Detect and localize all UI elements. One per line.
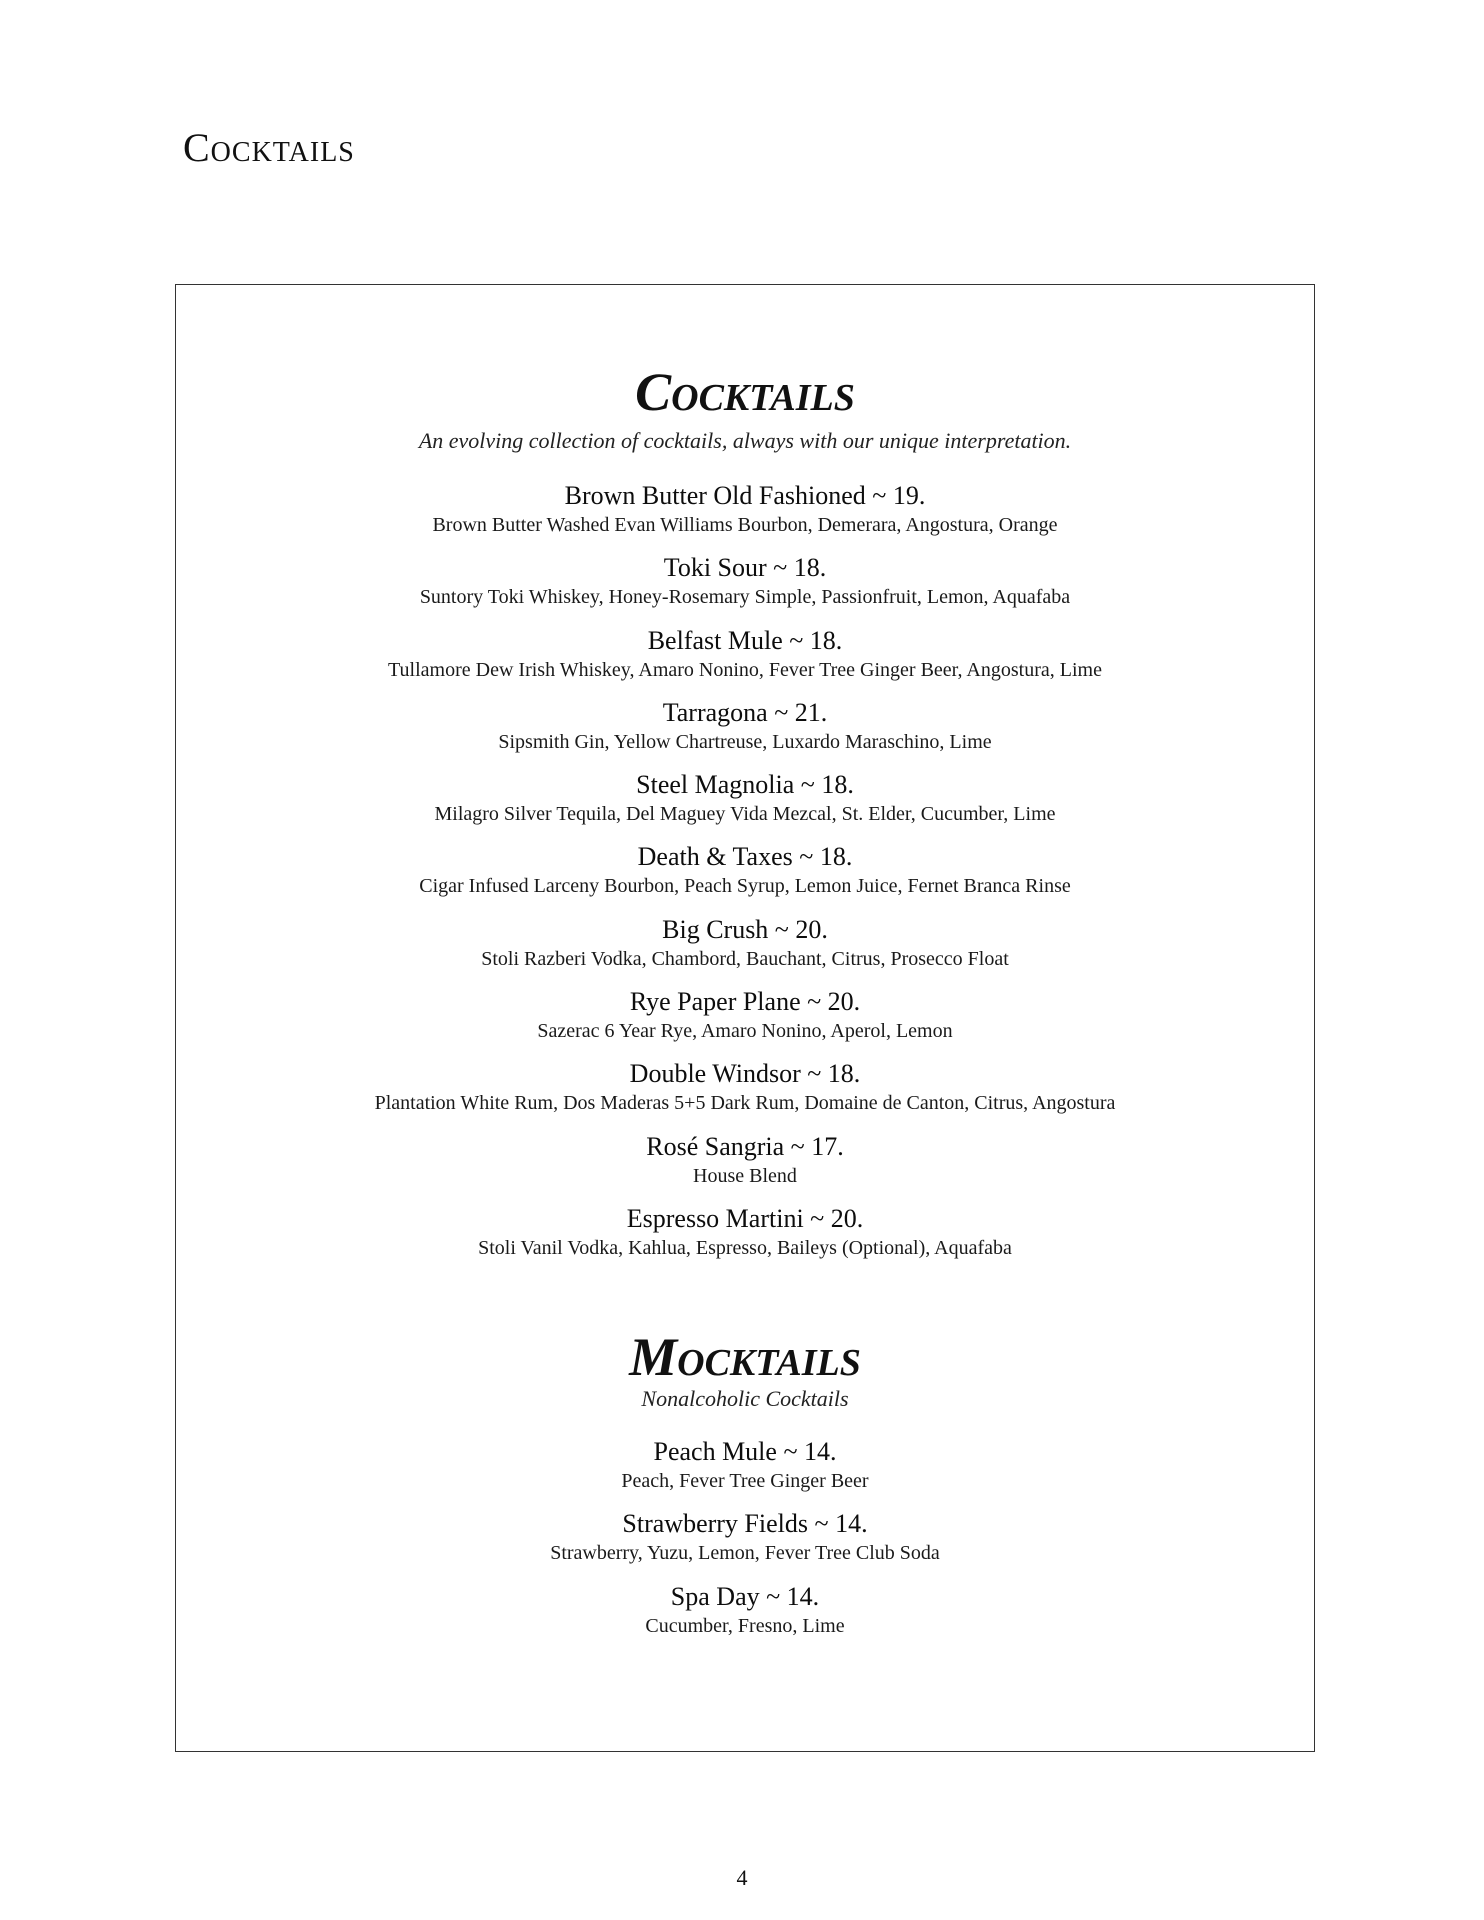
list-item (176, 985, 1314, 1057)
item-description: Suntory Toki Whiskey, Honey-Rosemary Simple, Passionfruit, Lemon, Aquafaba (419, 586, 1071, 609)
item-description: Strawberry, Yuzu, Lemon, Fever Tree Club Soda (550, 1542, 940, 1565)
item-name: Tarragona ~ 21. (662, 697, 828, 727)
item-name: Strawberry Fields ~ 14. (622, 1509, 868, 1539)
item-name: Toki Sour ~ 18. (663, 553, 827, 583)
item-name: Belfast Mule ~ 18. (647, 625, 843, 655)
list-item (176, 913, 1314, 985)
item-name: Spa Day ~ 14. (670, 1581, 820, 1611)
page-number: 4 (736, 1865, 748, 1890)
item-description: Cucumber, Fresno, Lime (645, 1614, 845, 1637)
item-name: Brown Butter Old Fashioned ~ 19. (564, 481, 926, 510)
item-name: Death & Taxes ~ 18. (637, 842, 853, 872)
item-description: Milagro Silver Tequila, Del Maguey Vida Mezcal, St. Elder, Cucumber, Lime (434, 803, 1056, 826)
item-name: Double Windsor ~ 18. (629, 1059, 861, 1089)
list-item (176, 479, 1314, 551)
item-name: Big Crush ~ 20. (662, 914, 828, 944)
mocktails-subtitle: Nonalcoholic Cocktails (641, 1386, 849, 1411)
item-description: Sazerac 6 Year Rye, Amaro Nonino, Aperol, Lemon (537, 1020, 953, 1043)
mocktails-list (176, 1435, 1314, 1652)
item-description: Plantation White Rum, Dos Maderas 5+5 Dark Rum, Domaine de Canton, Citrus, Angostura (374, 1092, 1116, 1115)
item-description: Brown Butter Washed Evan Williams Bourbon, Demerara, Angostura, Orange (432, 514, 1058, 536)
item-name: Peach Mule ~ 14. (653, 1437, 837, 1466)
item-description: Stoli Razberi Vodka, Chambord, Bauchant, Citrus, Prosecco Float (481, 947, 1009, 970)
menu-frame (175, 284, 1315, 1752)
item-name: Steel Magnolia ~ 18. (636, 770, 854, 800)
list-item (176, 696, 1314, 768)
list-item (176, 1057, 1314, 1129)
item-name: Rosé Sangria ~ 17. (646, 1131, 844, 1161)
page-header: Cocktails (183, 125, 355, 170)
mocktails-title: Mocktails (629, 1327, 861, 1387)
item-description: Stoli Vanil Vodka, Kahlua, Espresso, Baileys (Optional), Aquafaba (478, 1236, 1012, 1259)
item-description: House Blend (693, 1164, 797, 1187)
item-description: Cigar Infused Larceny Bourbon, Peach Syrup, Lemon Juice, Fernet Branca Rinse (419, 875, 1071, 898)
list-item (176, 768, 1314, 840)
list-item (176, 551, 1314, 623)
cocktails-list (176, 479, 1314, 1274)
list-item (176, 840, 1314, 912)
list-item (176, 624, 1314, 696)
list-item (176, 1507, 1314, 1579)
list-item (176, 1130, 1314, 1202)
cocktails-subtitle: An evolving collection of cocktails, always with our unique interpretation. (418, 428, 1072, 453)
list-item (176, 1202, 1314, 1274)
item-description: Sipsmith Gin, Yellow Chartreuse, Luxardo Maraschino, Lime (498, 730, 992, 753)
item-name: Rye Paper Plane ~ 20. (629, 987, 861, 1017)
item-description: Peach, Fever Tree Ginger Beer (621, 1470, 869, 1492)
item-name: Espresso Martini ~ 20. (626, 1203, 864, 1233)
item-description: Tullamore Dew Irish Whiskey, Amaro Nonino, Fever Tree Ginger Beer, Angostura, Lime (388, 658, 1102, 681)
list-item (176, 1580, 1314, 1652)
list-item (176, 1435, 1314, 1507)
cocktails-title: Cocktails (635, 362, 855, 422)
